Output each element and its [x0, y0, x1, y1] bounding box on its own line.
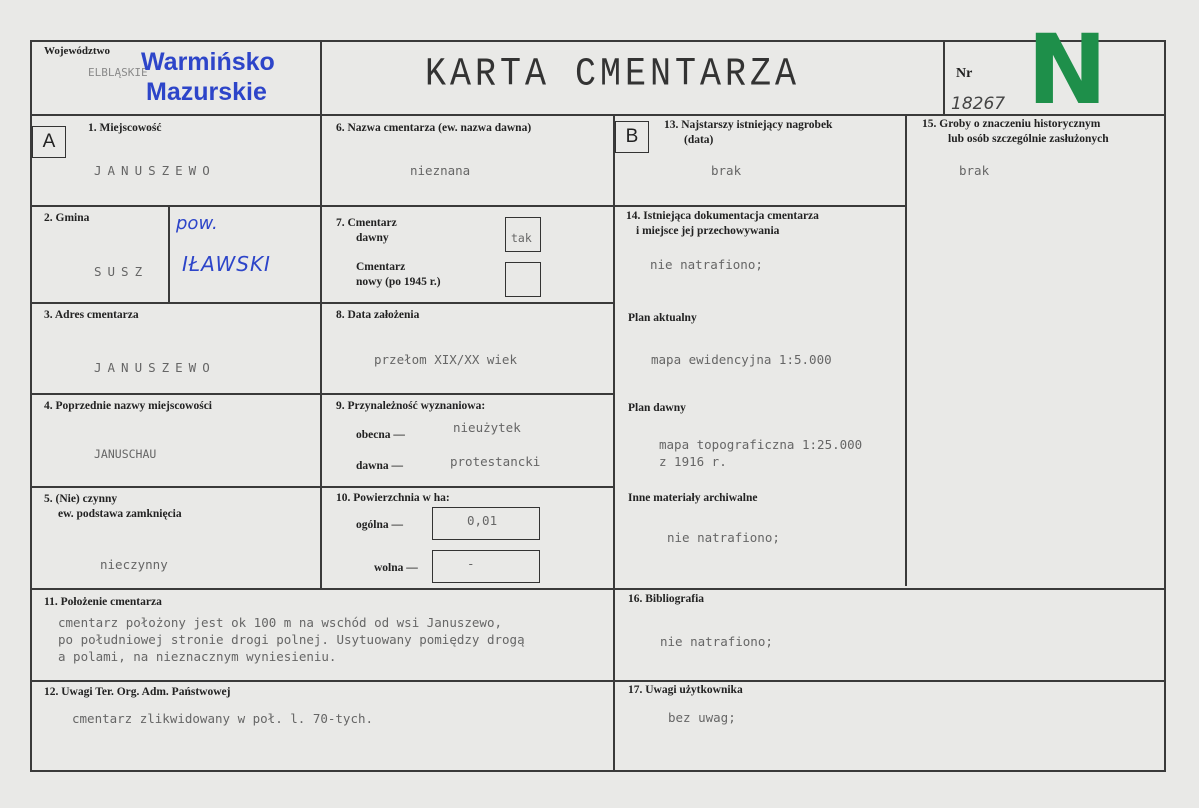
field-12-value: cmentarz zlikwidowany w poł. l. 70-tych.	[72, 711, 374, 726]
field-7-new-label-line2: nowy (po 1945 r.)	[356, 276, 441, 288]
field-9-current-value: nieużytek	[453, 420, 521, 435]
field-1-value: JANUSZEWO	[94, 163, 216, 178]
field-9-current-label: obecna —	[356, 429, 405, 441]
field-2-label: 2. Gmina	[44, 212, 90, 224]
field-16-label: 16. Bibliografia	[628, 593, 705, 605]
voivodeship-stamp-line1: Warmińsko	[141, 48, 275, 76]
header-divider	[30, 114, 1166, 116]
nr-label: Nr	[956, 66, 973, 81]
field-15-value: brak	[959, 163, 990, 178]
field-11-line3: a polami, na nieznacznym wyniesieniu.	[58, 649, 337, 664]
col-line-c	[905, 114, 907, 586]
field-4-label: 4. Poprzednie nazwy miejscowości	[44, 400, 212, 412]
row-line-6	[30, 680, 1166, 682]
col-line-a	[320, 114, 322, 590]
frame-right	[1164, 40, 1166, 772]
field-1-label: 1. Miejscowość	[88, 122, 162, 134]
field-13-label-line2: (data)	[684, 134, 714, 146]
field-7-old-label-line1: 7. Cmentarz	[336, 217, 397, 229]
field-4-value: JANUSCHAU	[94, 447, 157, 461]
field-13-label-line1: 13. Najstarszy istniejący nagrobek	[664, 119, 833, 131]
field-14-label-line2: i miejsce jej przechowywania	[636, 225, 780, 237]
row-line-5	[30, 588, 1166, 590]
other-materials-value: nie natrafiono;	[667, 530, 780, 545]
field-3-value: JANUSZEWO	[94, 360, 216, 375]
field-9-label: 9. Przynależność wyznaniowa:	[336, 400, 486, 412]
field-6-value: nieznana	[410, 163, 471, 178]
field-5-label-line2: ew. podstawa zamknięcia	[58, 508, 182, 520]
nr-letter-handwritten: N	[1027, 14, 1108, 126]
nr-handwritten: 18267	[951, 94, 1006, 114]
section-a-box: A	[32, 126, 66, 158]
header-vline-1	[320, 40, 322, 116]
field-10-total-label: ogólna —	[356, 519, 403, 531]
field-11-line1: cmentarz położony jest ok 100 m na wschód od wsi Januszewo,	[58, 615, 503, 630]
field-9-former-label: dawna —	[356, 460, 403, 472]
field-5-label-line1: 5. (Nie) czynny	[44, 493, 118, 505]
field-10-free-value: -	[467, 556, 475, 571]
voivodeship-stamp-line2: Mazurskie	[146, 78, 267, 106]
field-10-free-box	[432, 550, 540, 583]
plan-current-value: mapa ewidencyjna 1:5.000	[651, 352, 832, 367]
field-12-label: 12. Uwagi Ter. Org. Adm. Państwowej	[44, 686, 231, 698]
plan-current-label: Plan aktualny	[628, 312, 697, 324]
field-14-label-line1: 14. Istniejąca dokumentacja cmentarza	[626, 210, 819, 222]
field-15-label-line2: lub osób szczególnie zasłużonych	[948, 133, 1109, 145]
row-line-2	[30, 302, 615, 304]
old-voivodeship-typed: ELBLĄSKIE	[88, 66, 148, 79]
field-7-new-checkbox	[505, 262, 541, 297]
field-7-new-label-line1: Cmentarz	[356, 261, 406, 273]
field-9-former-value: protestancki	[450, 454, 541, 469]
row-line-3	[30, 393, 615, 395]
plan-old-line1: mapa topograficzna 1:25.000	[659, 437, 863, 452]
field-17-label: 17. Uwagi użytkownika	[628, 684, 743, 696]
field-8-label: 8. Data założenia	[336, 309, 420, 321]
field-16-value: nie natrafiono;	[660, 634, 773, 649]
page-title: KARTA CMENTARZA	[425, 51, 801, 97]
row-line-1	[30, 205, 615, 207]
field-2-handwritten-pow: pow.	[176, 213, 218, 234]
row-line-b1	[613, 205, 907, 207]
plan-old-label: Plan dawny	[628, 402, 686, 414]
field-10-label: 10. Powierzchnia w ha:	[336, 492, 450, 504]
frame-bottom	[30, 770, 1166, 772]
field-15-label-line1: 15. Groby o znaczeniu historycznym	[922, 118, 1101, 130]
field-7-old-value: tak	[511, 231, 532, 245]
col-line-b	[613, 114, 615, 772]
other-materials-label: Inne materiały archiwalne	[628, 492, 758, 504]
wojewodztwo-label: Województwo	[44, 45, 110, 57]
section-b-box: B	[615, 121, 649, 153]
field-2-handwritten-powiat: IŁAWSKI	[182, 252, 271, 276]
row-line-4	[30, 486, 615, 488]
plan-old-line2: z 1916 r.	[659, 454, 727, 469]
gmina-split	[168, 205, 170, 304]
field-7-old-label-line2: dawny	[356, 232, 389, 244]
field-10-total-value: 0,01	[467, 513, 498, 528]
field-11-line2: po południowej stronie drogi polnej. Usytuowany pomiędzy drogą	[58, 632, 525, 647]
field-2-value: SUSZ	[94, 264, 149, 279]
field-11-label: 11. Położenie cmentarza	[44, 596, 162, 608]
header-vline-2	[943, 40, 945, 116]
frame-top	[30, 40, 1166, 42]
field-13-value: brak	[711, 163, 742, 178]
field-14-value: nie natrafiono;	[650, 257, 763, 272]
field-10-free-label: wolna —	[374, 562, 418, 574]
field-17-value: bez uwag;	[668, 710, 736, 725]
field-3-label: 3. Adres cmentarza	[44, 309, 139, 321]
field-6-label: 6. Nazwa cmentarza (ew. nazwa dawna)	[336, 122, 532, 134]
field-5-value: nieczynny	[100, 557, 168, 572]
field-8-value: przełom XIX/XX wiek	[374, 352, 517, 367]
